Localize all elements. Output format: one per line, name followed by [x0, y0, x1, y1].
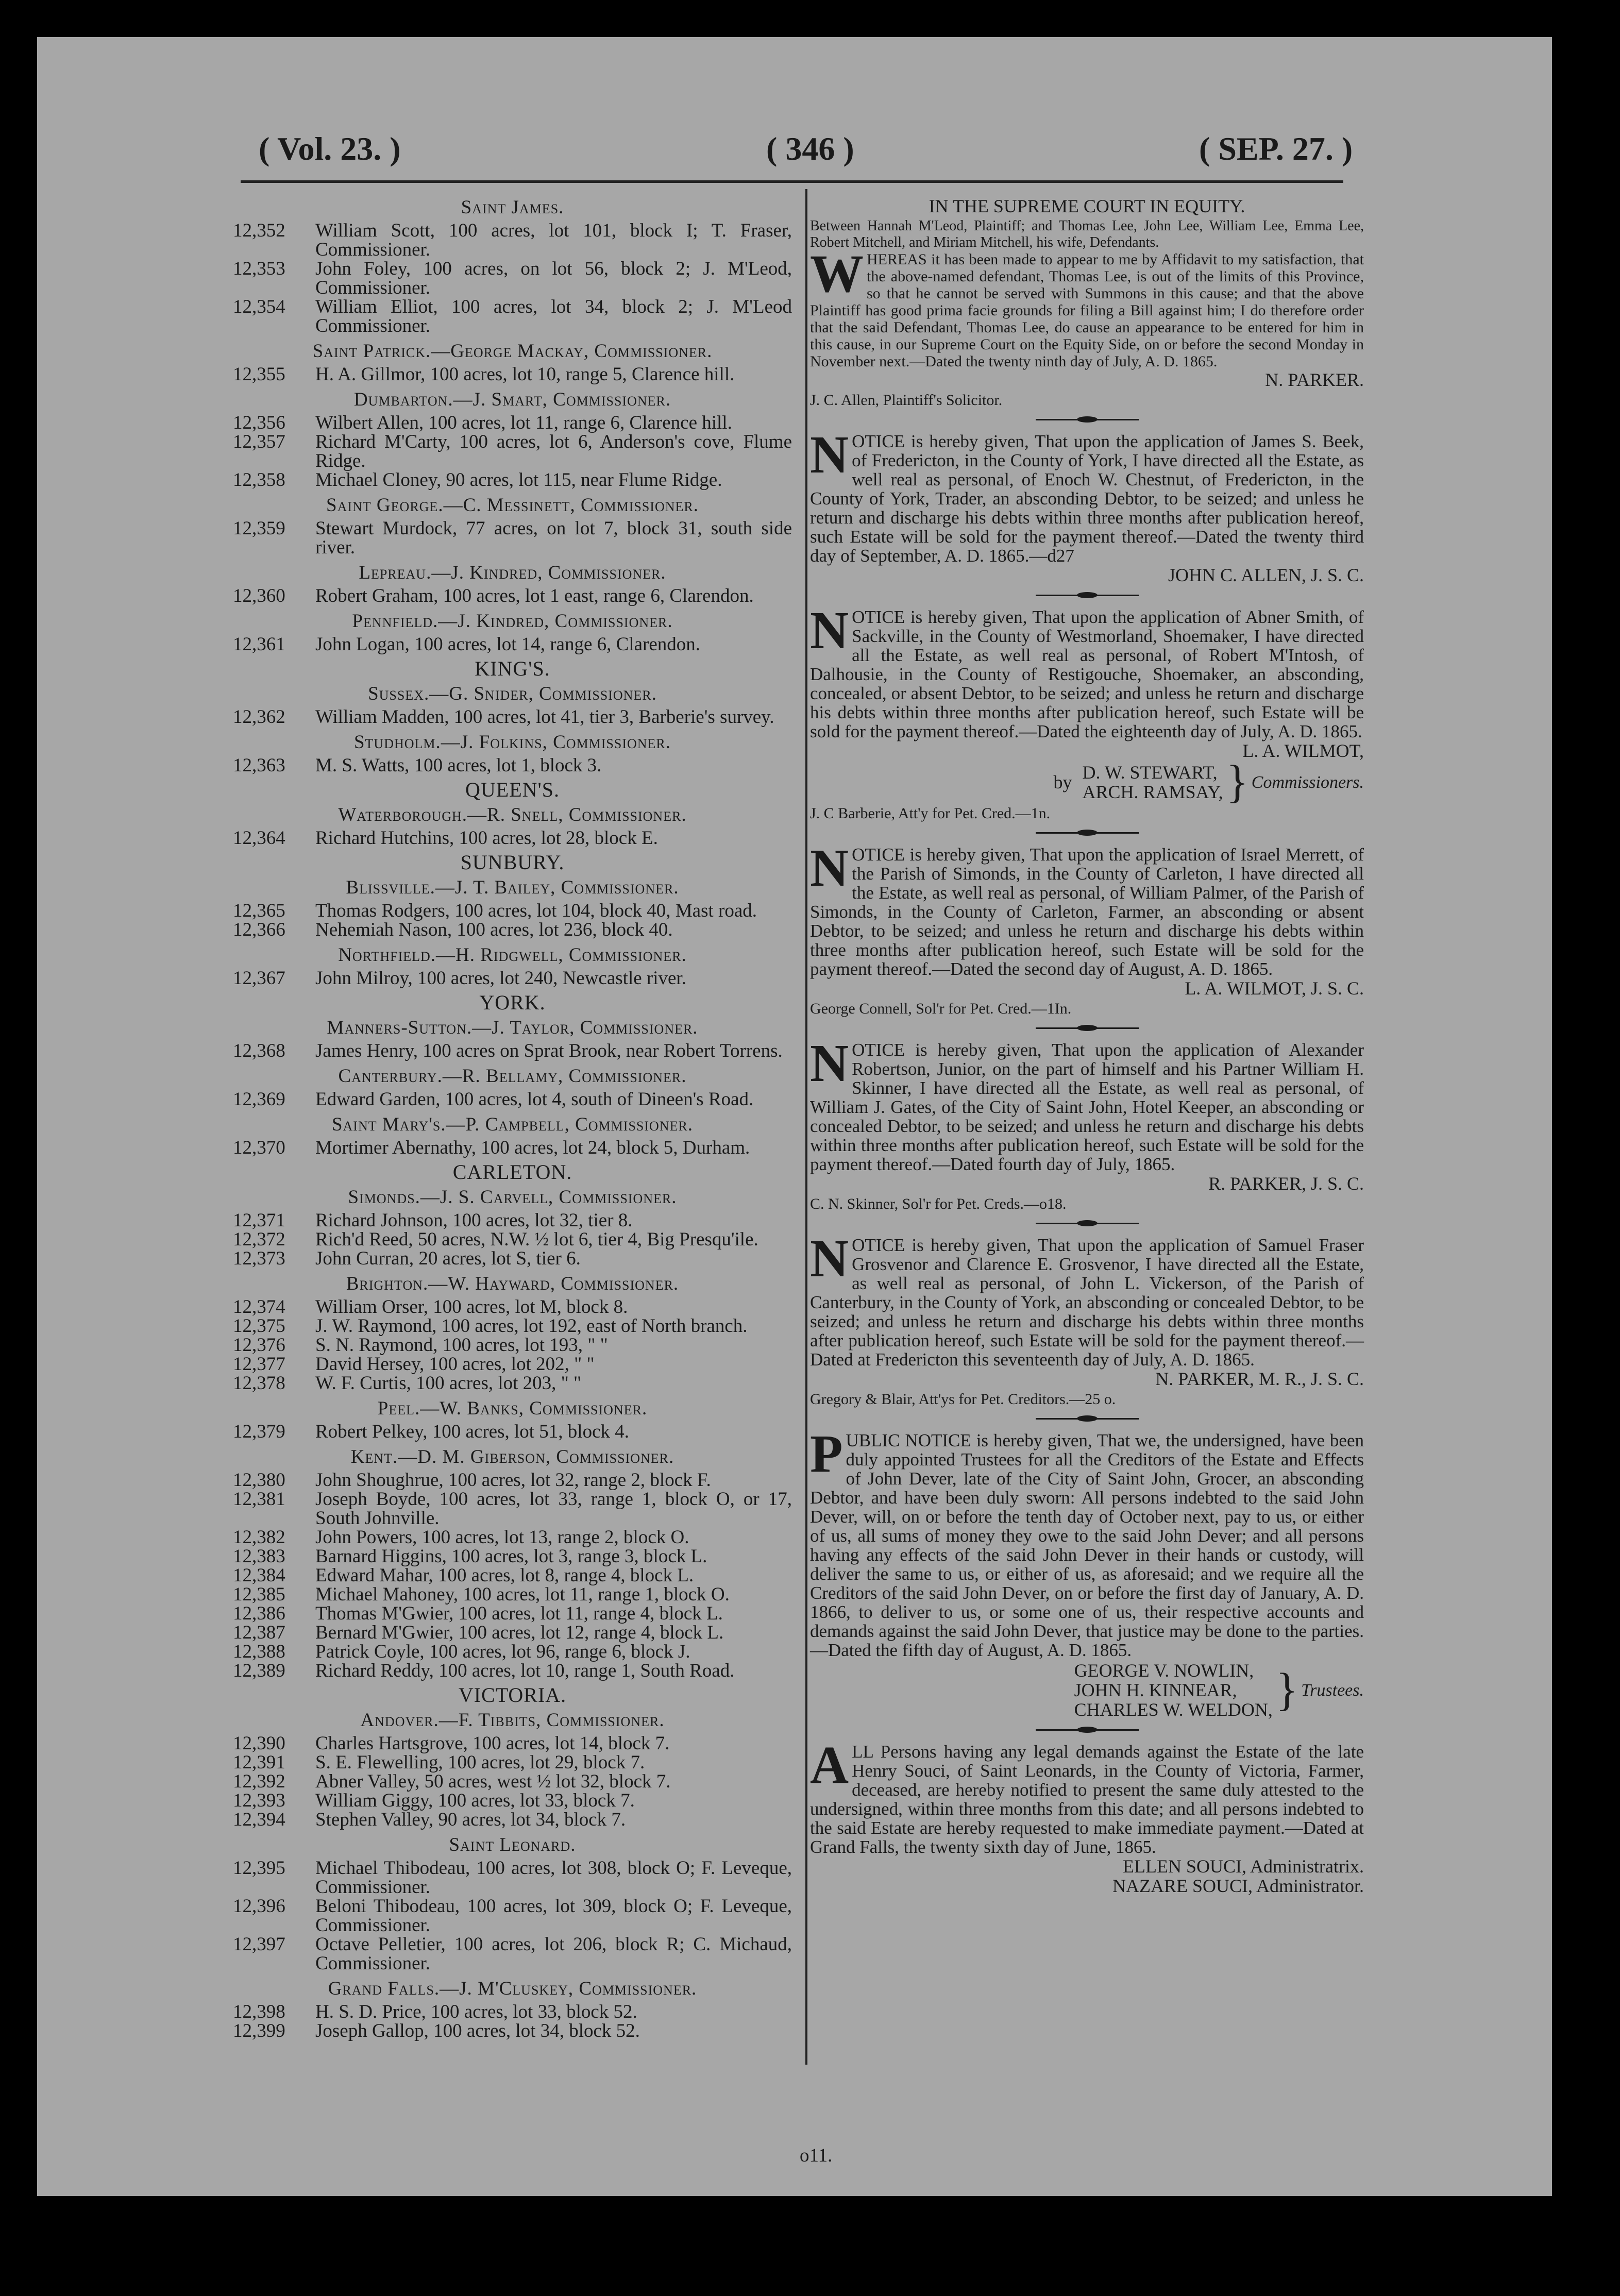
record-text: Patrick Coyle, 100 acres, lot 96, range 6, block J. — [315, 1641, 690, 1662]
grant-record — [233, 1422, 792, 1441]
record-text: Octave Pelletier, 100 acres, lot 206, block R; C. Michaud, Commissioner. — [315, 1934, 792, 1974]
parish-heading: Northfield.—H. Ridgwell, Commissioner. — [338, 944, 687, 966]
record-number: 12,392 — [233, 1771, 285, 1792]
record-number: 12,389 — [233, 1660, 285, 1681]
drop-cap: W — [810, 244, 864, 303]
volume-label: ( Vol. 23. ) — [259, 130, 401, 167]
record-number: 12,384 — [233, 1565, 285, 1586]
issue-date: ( SEP. 27. ) — [1199, 130, 1353, 167]
record-text: Charles Hartsgrove, 100 acres, lot 14, block 7. — [315, 1733, 670, 1754]
grant-record — [233, 1230, 792, 1249]
record-number: 12,352 — [233, 220, 285, 241]
brace-glyph: } — [1275, 1664, 1298, 1715]
solicitor-line: J. C Barberie, Att'y for Pet. Cred.—1n. — [810, 805, 1051, 822]
record-number: 12,378 — [233, 1373, 285, 1394]
judge-signature: JOHN C. ALLEN, J. S. C. — [1168, 565, 1364, 585]
grant-record — [233, 1249, 792, 1268]
grant-record — [233, 1642, 792, 1661]
record-number: 12,353 — [233, 258, 285, 279]
grant-record — [233, 1490, 792, 1528]
grant-record — [233, 259, 792, 297]
record-text: Richard Johnson, 100 acres, lot 32, tier 8. — [315, 1210, 633, 1231]
record-text: Abner Valley, 50 acres, west ½ lot 32, block 7. — [315, 1771, 671, 1792]
notice-body: LL Persons having any legal demands against the Estate of the late Henry Souci, of Saint Leonards, in the County of Victoria, Farmer, deceased, are hereby notified to present the same duly attested to the undersigned, within three months from this date; and all persons indebted to the said Estate are hereby requested to make immediate payment.—Dated at Grand Falls, the twenty sixth day of June, 1865. — [810, 1742, 1364, 1857]
drop-cap: P — [810, 1424, 843, 1483]
record-text: S. E. Flewelling, 100 acres, lot 29, block 7. — [315, 1752, 645, 1773]
judge-signature: R. PARKER, J. S. C. — [1208, 1173, 1364, 1194]
record-number: 12,382 — [233, 1527, 285, 1548]
column-divider — [805, 189, 807, 2065]
record-number: 12,370 — [233, 1137, 285, 1158]
parish-heading: Saint James. — [461, 197, 564, 218]
record-number: 12,375 — [233, 1315, 285, 1337]
notice-7 — [810, 1735, 1364, 1857]
record-text: John Foley, 100 acres, on lot 56, block 2; J. M'Leod, Commissioner. — [315, 258, 792, 298]
grant-record — [233, 413, 792, 432]
trustee-name: JOHN H. KINNEAR, — [1074, 1680, 1237, 1700]
record-number: 12,381 — [233, 1489, 285, 1510]
notice-divider — [1036, 416, 1139, 423]
judge-signature: N. PARKER, M. R., J. S. C. — [1155, 1369, 1364, 1389]
parish-heading: Saint Patrick.—George Mackay, Commissioner. — [312, 341, 713, 362]
record-number: 12,354 — [233, 296, 285, 317]
record-text: James Henry, 100 acres on Sprat Brook, near Robert Torrens. — [315, 1040, 783, 1061]
grant-record — [233, 1355, 792, 1374]
record-number: 12,397 — [233, 1934, 285, 1955]
record-text: H. S. D. Price, 100 acres, lot 33, block 52. — [315, 2001, 637, 2022]
land-grants-column — [233, 192, 792, 2040]
notice-body: OTICE is hereby given, That upon the application of James S. Beek, of Fredericton, in the County of York, I have directed all the Estate, as well real as personal, of Enoch W. Chestnut, of Fredericton, in the County of York, Trader, an absconding Debtor, to be seized; and unless he return and discharge his debts within three months after publication hereof, such Estate will be sold for the payment thereof.—Dated the twenty third day of September, A. D. 1865.—d27 — [810, 431, 1364, 566]
grant-record — [233, 1897, 792, 1935]
solicitor-line: Gregory & Blair, Att'ys for Pet. Creditors.—25 o. — [810, 1391, 1116, 1408]
grant-record — [233, 1935, 792, 1973]
record-text: John Curran, 20 acres, lot S, tier 6. — [315, 1248, 581, 1269]
notice-divider — [1036, 1025, 1139, 1031]
brace-glyph: } — [1226, 756, 1248, 807]
grant-record — [233, 829, 792, 848]
record-number: 12,398 — [233, 2001, 285, 2022]
grant-record — [233, 1734, 792, 1753]
record-number: 12,386 — [233, 1603, 285, 1624]
header-rule — [241, 180, 1343, 183]
parish-heading: Studholm.—J. Folkins, Commissioner. — [353, 732, 671, 753]
record-text: Thomas Rodgers, 100 acres, lot 104, block 40, Mast road. — [315, 900, 757, 921]
record-text: William Madden, 100 acres, lot 41, tier 3, Barberie's survey. — [315, 706, 774, 728]
parish-heading: Blissville.—J. T. Bailey, Commissioner. — [346, 877, 679, 898]
county-heading: QUEEN'S. — [465, 778, 560, 801]
parish-heading: Brighton.—W. Hayward, Commissioner. — [346, 1273, 679, 1294]
record-text: David Hersey, 100 acres, lot 202, " " — [315, 1354, 595, 1375]
judge-signature: L. A. WILMOT, — [1242, 740, 1364, 761]
record-text: S. N. Raymond, 100 acres, lot 193, " " — [315, 1335, 608, 1356]
record-text: Thomas M'Gwier, 100 acres, lot 11, range 4, block L. — [315, 1603, 723, 1624]
grant-record — [233, 1585, 792, 1604]
equity-order — [810, 244, 1364, 370]
notice-body: OTICE is hereby given, That upon the application of Israel Merrett, of the Parish of Simonds, in the County of Carleton, I have directed all the Estate, as well real as personal, of William Palmer, of the Parish of Simonds, in the County of Carleton, Farmer, an absconding or absent Debtor, to be seized; and unless he return and discharge his debts within three months after publication hereof, such Estate will be sold for the payment thereof.—Dated the second day of August, A. D. 1865. — [810, 845, 1364, 979]
notice-3 — [810, 838, 1364, 979]
by-label: by — [1053, 771, 1072, 792]
record-number: 12,396 — [233, 1896, 285, 1917]
record-number: 12,362 — [233, 706, 285, 728]
court-title: IN THE SUPREME COURT IN EQUITY. — [929, 196, 1245, 216]
parish-heading: Lepreau.—J. Kindred, Commissioner. — [359, 562, 666, 583]
record-number: 12,366 — [233, 919, 285, 940]
grant-record — [233, 221, 792, 259]
grant-record — [233, 969, 792, 988]
record-text: Joseph Boyde, 100 acres, lot 33, range 1, block O, or 17, South Johnville. — [315, 1489, 792, 1529]
commissioner-name: D. W. STEWART, — [1082, 762, 1218, 783]
record-text: W. F. Curtis, 100 acres, lot 203, " " — [315, 1373, 582, 1394]
parish-heading: Andover.—F. Tibbits, Commissioner. — [360, 1710, 665, 1731]
administrator-signature: NAZARE SOUCI, Administrator. — [1112, 1876, 1364, 1896]
grant-record — [233, 635, 792, 654]
record-text: Michael Cloney, 90 acres, lot 115, near Flume Ridge. — [315, 469, 722, 491]
record-text: John Logan, 100 acres, lot 14, range 6, Clarendon. — [315, 634, 701, 655]
parish-heading: Kent.—D. M. Giberson, Commissioner. — [350, 1446, 674, 1467]
record-text: Michael Thibodeau, 100 acres, lot 308, block O; F. Leveque, Commissioner. — [315, 1858, 792, 1898]
footer-code: o11. — [800, 2145, 833, 2166]
grant-record — [233, 707, 792, 727]
grant-record — [233, 586, 792, 605]
notice-body: OTICE is hereby given, That upon the application of Samuel Fraser Grosvenor and Clarence E. Grosvenor, I have directed all the Estate, as well real as personal, of John L. Vickerson, of the Parish of Canterbury, in the County of York, an absconding or concealed Debtor, to be seized; and unless he return and discharge his debts within three months after publication hereof, such Estate will be sold for the payment thereof.—Dated at Fredericton this seventeenth day of July, A. D. 1865. — [810, 1235, 1364, 1370]
record-text: H. A. Gillmor, 100 acres, lot 10, range 5, Clarence hill. — [315, 364, 735, 385]
record-number: 12,395 — [233, 1858, 285, 1879]
grant-record — [233, 1772, 792, 1791]
parish-heading: Pennfield.—J. Kindred, Commissioner. — [352, 611, 673, 632]
county-heading: KING'S. — [475, 657, 550, 680]
record-number: 12,383 — [233, 1546, 285, 1567]
parish-heading: Saint Leonard. — [449, 1834, 576, 1855]
record-text: Rich'd Reed, 50 acres, N.W. ½ lot 6, tier 4, Big Presqu'ile. — [315, 1229, 758, 1250]
parish-heading: Waterborough.—R. Snell, Commissioner. — [338, 804, 687, 825]
commissioners-label: Commissioners. — [1251, 772, 1364, 792]
drop-cap: N — [810, 1034, 849, 1093]
grant-record — [233, 1090, 792, 1109]
notice-body: OTICE is hereby given, That upon the application of Alexander Robertson, Junior, on the part of himself and his Partner William H. Skinner, I have directed all the Estate, as well real as personal, of William J. Gates, of the City of Saint John, Hotel Keeper, an absconding or concealed Debtor, to be seized; and unless he return and discharge his debts within three months after publication hereof, such Estate will be sold for the payment thereof.—Dated fourth day of July, 1865. — [810, 1040, 1364, 1174]
record-text: William Scott, 100 acres, lot 101, block I; T. Fraser, Commissioner. — [315, 220, 792, 260]
record-text: Mortimer Abernathy, 100 acres, lot 24, block 5, Durham. — [315, 1137, 750, 1158]
drop-cap: N — [810, 601, 849, 660]
grant-record — [233, 1810, 792, 1829]
grant-record — [233, 1297, 792, 1316]
drop-cap: A — [810, 1735, 849, 1795]
parish-heading: Dumbarton.—J. Smart, Commissioner. — [353, 389, 671, 410]
grant-record — [233, 365, 792, 384]
parish-heading: Grand Falls.—J. M'Cluskey, Commissioner. — [328, 1978, 697, 1999]
record-text: John Milroy, 100 acres, lot 240, Newcastle river. — [315, 968, 686, 989]
record-number: 12,357 — [233, 431, 285, 452]
record-number: 12,371 — [233, 1210, 285, 1231]
record-number: 12,394 — [233, 1809, 285, 1830]
record-number: 12,387 — [233, 1622, 285, 1643]
trustees-label: Trustees. — [1301, 1680, 1364, 1700]
grant-record — [233, 920, 792, 939]
drop-cap: N — [810, 425, 849, 484]
record-number: 12,373 — [233, 1248, 285, 1269]
record-number: 12,399 — [233, 2020, 285, 2041]
record-text: Bernard M'Gwier, 100 acres, lot 12, range 4, block L. — [315, 1622, 724, 1643]
grant-record — [233, 1374, 792, 1393]
record-text: Stewart Murdock, 77 acres, on lot 7, block 31, south side river. — [315, 518, 792, 558]
record-text: John Shoughrue, 100 acres, lot 32, range 2, block F. — [315, 1470, 711, 1491]
record-text: Richard Hutchins, 100 acres, lot 28, block E. — [315, 828, 658, 849]
trustee-name: GEORGE V. NOWLIN, — [1074, 1660, 1254, 1681]
notice-body: OTICE is hereby given, That upon the application of Abner Smith, of Sackville, in the County of Westmorland, Shoemaker, I have directed all the Estate, as well real as personal, of Robert M'Intosh, of Dalhousie, in the County of Restigouche, Shoemaker, an absconding, concealed, or absent Debtor, to be seized; and unless he return and discharge his debts within three months after publication hereof, such Estate will be sold for the payment thereof.—Dated the eighteenth day of July, A. D. 1865. — [810, 607, 1364, 741]
record-number: 12,355 — [233, 364, 285, 385]
drop-cap: N — [810, 1229, 849, 1288]
record-text: Richard M'Carty, 100 acres, lot 6, Anderson's cove, Flume Ridge. — [315, 431, 792, 471]
record-number: 12,390 — [233, 1733, 285, 1754]
notice-2 — [810, 601, 1364, 741]
notice-5 — [810, 1229, 1364, 1370]
grant-record — [233, 519, 792, 557]
grant-record — [233, 2002, 792, 2021]
commissioner-name: ARCH. RAMSAY, — [1082, 782, 1223, 802]
notice-divider — [1036, 1415, 1139, 1422]
record-number: 12,385 — [233, 1584, 285, 1605]
grant-record — [233, 1859, 792, 1897]
record-number: 12,364 — [233, 828, 285, 849]
grant-record — [233, 1623, 792, 1642]
grant-record — [233, 1211, 792, 1230]
commissioners-block — [810, 756, 1364, 807]
parish-heading: Saint Mary's.—P. Campbell, Commissioner. — [331, 1114, 694, 1135]
county-heading: CARLETON. — [452, 1160, 572, 1184]
trustees-block — [810, 1661, 1364, 1719]
notice-body: UBLIC NOTICE is hereby given, That we, the undersigned, have been duly appointed Trustees for all the Creditors of the Estate and Effects of John Dever, late of the City of Saint John, Grocer, an absconding Debtor, and have been duly sworn: All persons indebted to the said John Dever, will, on or before the tenth day of October next, pay to us, or either of us, all sums of money they owe to the said John Dever; and all persons having any effects of the said John Dever in their hands or custody, will deliver the same to us, or either of us, as aforesaid; and we require all the Creditors of the said John Dever, on or before the first day of January, A. D. 1866, to deliver to us, or some one of us, their respective accounts and demands against the said John Dever, that justice may be done to the parties.—Dated the fifth day of August, A. D. 1865. — [810, 1430, 1364, 1660]
solicitor-line: J. C. Allen, Plaintiff's Solicitor. — [810, 392, 1003, 409]
gazette-page — [37, 37, 1552, 2196]
notice-divider — [1036, 1727, 1139, 1733]
record-text: Beloni Thibodeau, 100 acres, lot 309, block O; F. Leveque, Commissioner. — [315, 1896, 792, 1936]
solicitor-line: George Connell, Sol'r for Pet. Cred.—1In. — [810, 1000, 1072, 1017]
record-number: 12,393 — [233, 1790, 285, 1811]
record-text: Robert Graham, 100 acres, lot 1 east, range 6, Clarendon. — [315, 585, 754, 606]
record-number: 12,388 — [233, 1641, 285, 1662]
grant-record — [233, 1791, 792, 1810]
parish-heading: Peel.—W. Banks, Commissioner. — [377, 1398, 648, 1419]
grant-record — [233, 901, 792, 920]
county-heading: YORK. — [479, 991, 546, 1014]
parish-heading: Canterbury.—R. Bellamy, Commissioner. — [338, 1066, 687, 1087]
parish-heading: Saint George.—C. Messinett, Commissioner. — [326, 495, 699, 516]
record-text: Michael Mahoney, 100 acres, lot 11, range 1, block O. — [315, 1584, 730, 1605]
record-number: 12,379 — [233, 1421, 285, 1442]
record-number: 12,374 — [233, 1296, 285, 1318]
grant-record — [233, 2021, 792, 2040]
record-text: Wilbert Allen, 100 acres, lot 11, range 6, Clarence hill. — [315, 412, 732, 433]
notice-4 — [810, 1034, 1364, 1174]
record-text: William Elliot, 100 acres, lot 34, block 2; J. M'Leod Commissioner. — [315, 296, 792, 336]
grant-record — [233, 1138, 792, 1157]
record-number: 12,359 — [233, 518, 285, 539]
record-number: 12,376 — [233, 1335, 285, 1356]
legal-notices-column — [810, 197, 1364, 1896]
notice-divider — [1036, 592, 1139, 598]
record-text: M. S. Watts, 100 acres, lot 1, block 3. — [315, 755, 602, 776]
record-text: Robert Pelkey, 100 acres, lot 51, block 4. — [315, 1421, 630, 1442]
court-parties: Between Hannah M'Leod, Plaintiff; and Thomas Lee, John Lee, William Lee, Emma Lee, Robert Mitchell, and Miriam Mitchell, his wife, Defendants. — [810, 218, 1364, 250]
grant-record — [233, 470, 792, 489]
judge-signature: L. A. WILMOT, J. S. C. — [1185, 978, 1364, 999]
record-number: 12,361 — [233, 634, 285, 655]
grant-record — [233, 1528, 792, 1547]
record-number: 12,368 — [233, 1040, 285, 1061]
notice-divider — [1036, 1220, 1139, 1226]
grant-record — [233, 1316, 792, 1336]
record-text: J. W. Raymond, 100 acres, lot 192, east of North branch. — [315, 1315, 748, 1337]
grant-record — [233, 1336, 792, 1355]
drop-cap: N — [810, 838, 849, 898]
grant-record — [233, 1041, 792, 1060]
trustee-names — [1074, 1661, 1273, 1719]
grant-record — [233, 1471, 792, 1490]
county-heading: SUNBURY. — [460, 851, 565, 874]
record-text: Nehemiah Nason, 100 acres, lot 236, block 40. — [315, 919, 673, 940]
grant-record — [233, 1661, 792, 1680]
grant-record — [233, 1566, 792, 1585]
page-header — [37, 130, 1552, 197]
commissioner-names — [1082, 763, 1223, 802]
grant-record — [233, 1604, 792, 1623]
record-text: John Powers, 100 acres, lot 13, range 2, block O. — [315, 1527, 689, 1548]
record-number: 12,367 — [233, 968, 285, 989]
record-text: Richard Reddy, 100 acres, lot 10, range 1, South Road. — [315, 1660, 735, 1681]
administrator-signature: ELLEN SOUCI, Administratrix. — [1123, 1856, 1364, 1877]
grant-record — [233, 756, 792, 775]
grant-record — [233, 297, 792, 335]
parish-heading: Manners-Sutton.—J. Taylor, Commissioner. — [327, 1017, 698, 1038]
page-number: ( 346 ) — [766, 130, 854, 167]
record-number: 12,356 — [233, 412, 285, 433]
record-number: 12,360 — [233, 585, 285, 606]
notice-1 — [810, 425, 1364, 566]
grant-record — [233, 432, 792, 470]
record-number: 12,363 — [233, 755, 285, 776]
record-number: 12,365 — [233, 900, 285, 921]
grant-record — [233, 1753, 792, 1772]
record-number: 12,372 — [233, 1229, 285, 1250]
trustee-name: CHARLES W. WELDON, — [1074, 1699, 1273, 1720]
grant-record — [233, 1547, 792, 1566]
record-number: 12,358 — [233, 469, 285, 491]
notice-divider — [1036, 830, 1139, 836]
judge-signature: N. PARKER. — [1265, 369, 1364, 390]
record-text: William Giggy, 100 acres, lot 33, block 7. — [315, 1790, 635, 1811]
parish-heading: Simonds.—J. S. Carvell, Commissioner. — [348, 1187, 677, 1208]
record-text: Edward Garden, 100 acres, lot 4, south of Dineen's Road. — [315, 1089, 754, 1110]
record-text: Stephen Valley, 90 acres, lot 34, block 7. — [315, 1809, 626, 1830]
solicitor-line: C. N. Skinner, Sol'r for Pet. Creds.—o18. — [810, 1195, 1067, 1212]
notice-body: HEREAS it has been made to appear to me by Affidavit to my satisfaction, that the above-named defendant, Thomas Lee, is out of the limits of this Province, so that he cannot be served with Summons in this cause; and that the above Plaintiff has good prima facie grounds for filing a Bill against him; I do therefore order that the said Defendant, Thomas Lee, do cause an appearance to be entered for him in this cause, in our Supreme Court on the Equity Side, on or before the second Monday in November next.—Dated the twenty ninth day of July, A. D. 1865. — [810, 251, 1364, 370]
county-heading: VICTORIA. — [458, 1683, 567, 1707]
record-number: 12,369 — [233, 1089, 285, 1110]
record-text: William Orser, 100 acres, lot M, block 8. — [315, 1296, 628, 1318]
notice-6 — [810, 1424, 1364, 1660]
record-text: Barnard Higgins, 100 acres, lot 3, range 3, block L. — [315, 1546, 707, 1567]
record-number: 12,377 — [233, 1354, 285, 1375]
record-number: 12,380 — [233, 1470, 285, 1491]
record-text: Joseph Gallop, 100 acres, lot 34, block 52. — [315, 2020, 640, 2041]
record-text: Edward Mahar, 100 acres, lot 8, range 4, block L. — [315, 1565, 694, 1586]
parish-heading: Sussex.—G. Snider, Commissioner. — [368, 683, 657, 704]
record-number: 12,391 — [233, 1752, 285, 1773]
